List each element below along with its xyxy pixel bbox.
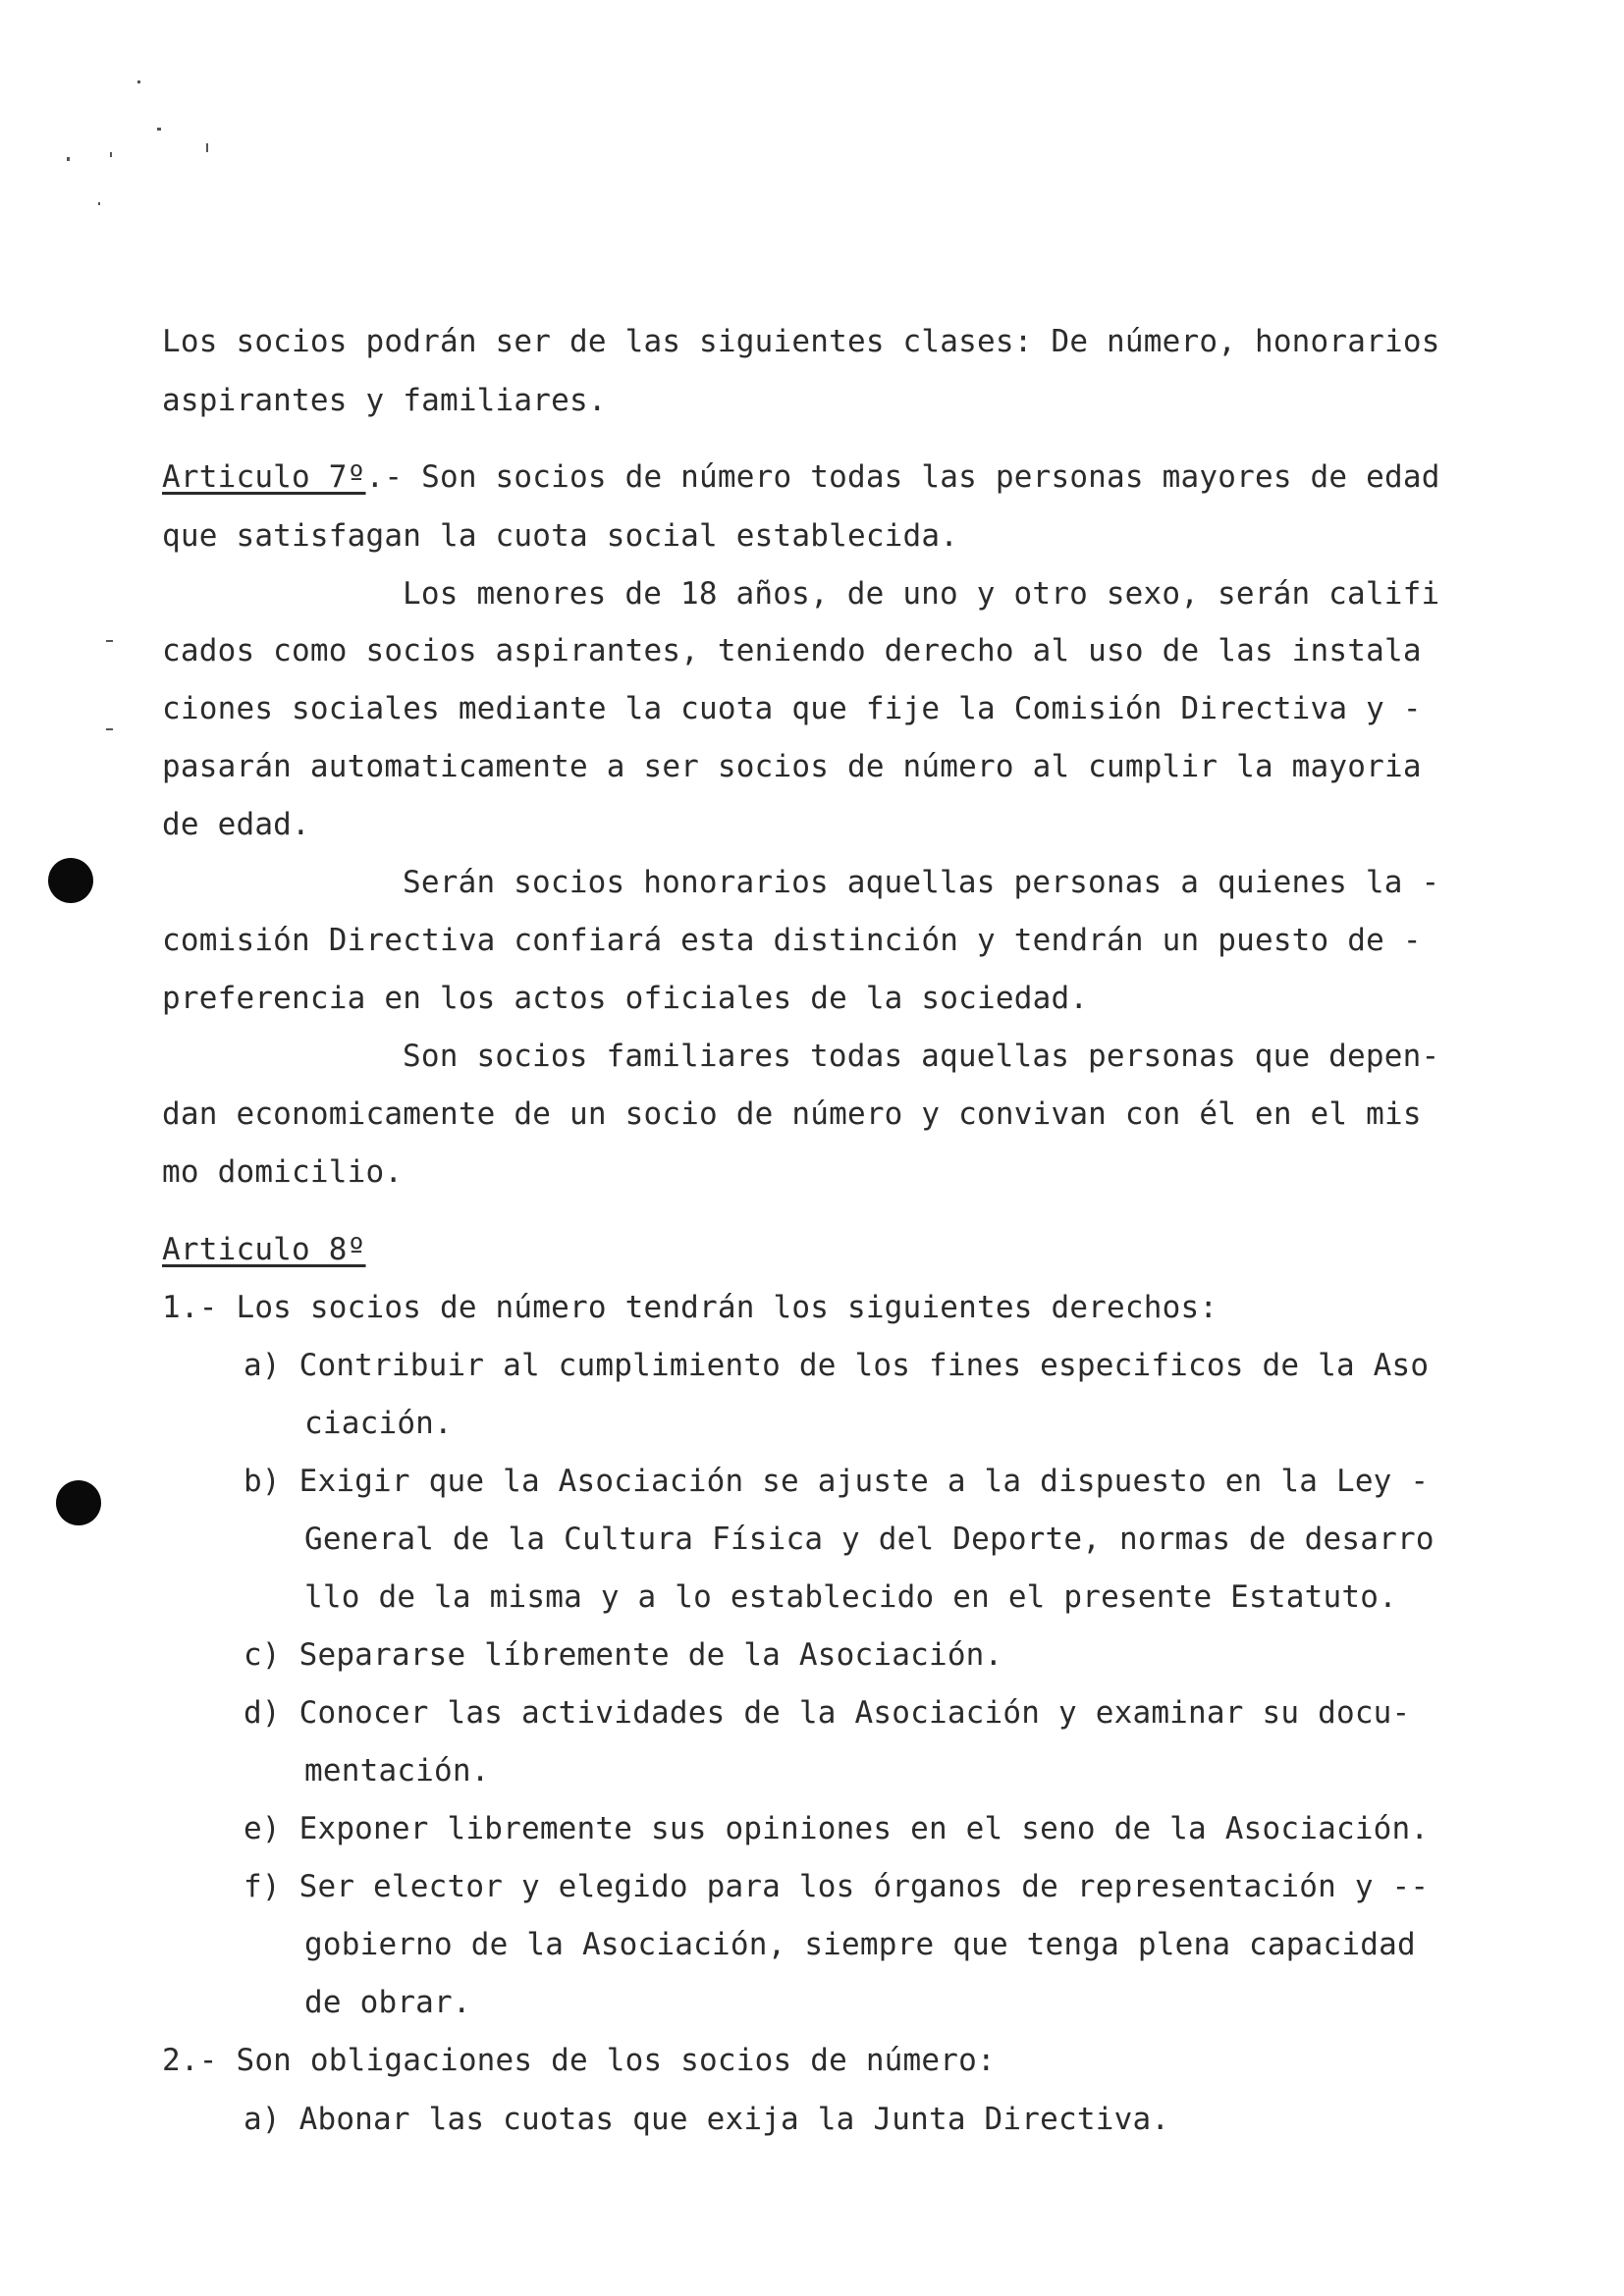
article-8-heading: Articulo 8º <box>162 1232 366 1267</box>
scan-speck <box>137 80 140 83</box>
text-line: cados como socios aspirantes, teniendo derecho al uso de las instala <box>162 633 1422 668</box>
article-8-line <box>162 1232 366 1267</box>
text-line: Son socios familiares todas aquellas personas que depen- <box>403 1039 1440 1074</box>
text-line: mo domicilio. <box>162 1154 404 1190</box>
text-line: Los socios podrán ser de las siguientes clases: De número, honorarios <box>162 324 1440 359</box>
text-line: Serán socios honorarios aquellas personas a quienes la - <box>403 865 1440 900</box>
text-line: Los menores de 18 años, de uno y otro sexo, serán califi <box>403 576 1440 612</box>
article-7-separator: .- <box>365 459 422 495</box>
text-line: 2.- Son obligaciones de los socios de número: <box>162 2043 996 2078</box>
scan-speck <box>110 152 112 157</box>
article-7-heading: Articulo 7º <box>162 459 366 495</box>
text-line: General de la Cultura Física y del Deporte, normas de desarro <box>304 1522 1435 1557</box>
scan-speck <box>157 128 161 131</box>
text-line: de obrar. <box>304 1985 471 2020</box>
text-line: de edad. <box>162 807 310 842</box>
list-item: e) Exponer libremente sus opiniones en el seno de la Asociación. <box>244 1811 1430 1846</box>
punch-hole-bottom <box>56 1480 101 1525</box>
text-line: 1.- Los socios de número tendrán los siguientes derechos: <box>162 1290 1218 1325</box>
list-item: b) Exigir que la Asociación se ajuste a la dispuesto en la Ley - <box>244 1464 1430 1499</box>
text-line: mentación. <box>304 1753 490 1789</box>
scan-speck <box>106 640 113 642</box>
text-line: que satisfagan la cuota social establecida. <box>162 518 959 554</box>
punch-hole-top <box>48 858 93 903</box>
list-item: f) Ser elector y elegido para los órganos de representación y -- <box>244 1869 1430 1904</box>
text-line: ciación. <box>304 1406 453 1441</box>
text-line: comisión Directiva confiará esta distinción y tendrán un puesto de - <box>162 923 1422 958</box>
text-line: preferencia en los actos oficiales de la sociedad. <box>162 981 1089 1016</box>
text-line: llo de la misma y a lo establecido en el presente Estatuto. <box>304 1579 1397 1615</box>
text-line: dan economicamente de un socio de número y convivan con él en el mis <box>162 1096 1422 1132</box>
scan-speck <box>67 157 70 161</box>
list-item: a) Abonar las cuotas que exija la Junta Directiva. <box>244 2102 1170 2137</box>
scan-speck <box>98 202 100 205</box>
scan-speck <box>106 728 113 730</box>
text-line: pasarán automaticamente a ser socios de número al cumplir la mayoria <box>162 749 1422 784</box>
list-item: c) Separarse líbremente de la Asociación. <box>244 1637 1003 1673</box>
list-item: a) Contribuir al cumplimiento de los fines especificos de la Aso <box>244 1348 1430 1383</box>
text-line: gobierno de la Asociación, siempre que tenga plena capacidad <box>304 1927 1416 1962</box>
list-item: d) Conocer las actividades de la Asociación y examinar su docu- <box>244 1695 1411 1731</box>
scan-speck <box>206 143 208 152</box>
text-line: ciones sociales mediante la cuota que fije la Comisión Directiva y - <box>162 691 1422 726</box>
article-7-text: Son socios de número todas las personas mayores de edad <box>421 459 1440 495</box>
article-7-line <box>162 459 1440 495</box>
text-line: aspirantes y familiares. <box>162 383 607 418</box>
